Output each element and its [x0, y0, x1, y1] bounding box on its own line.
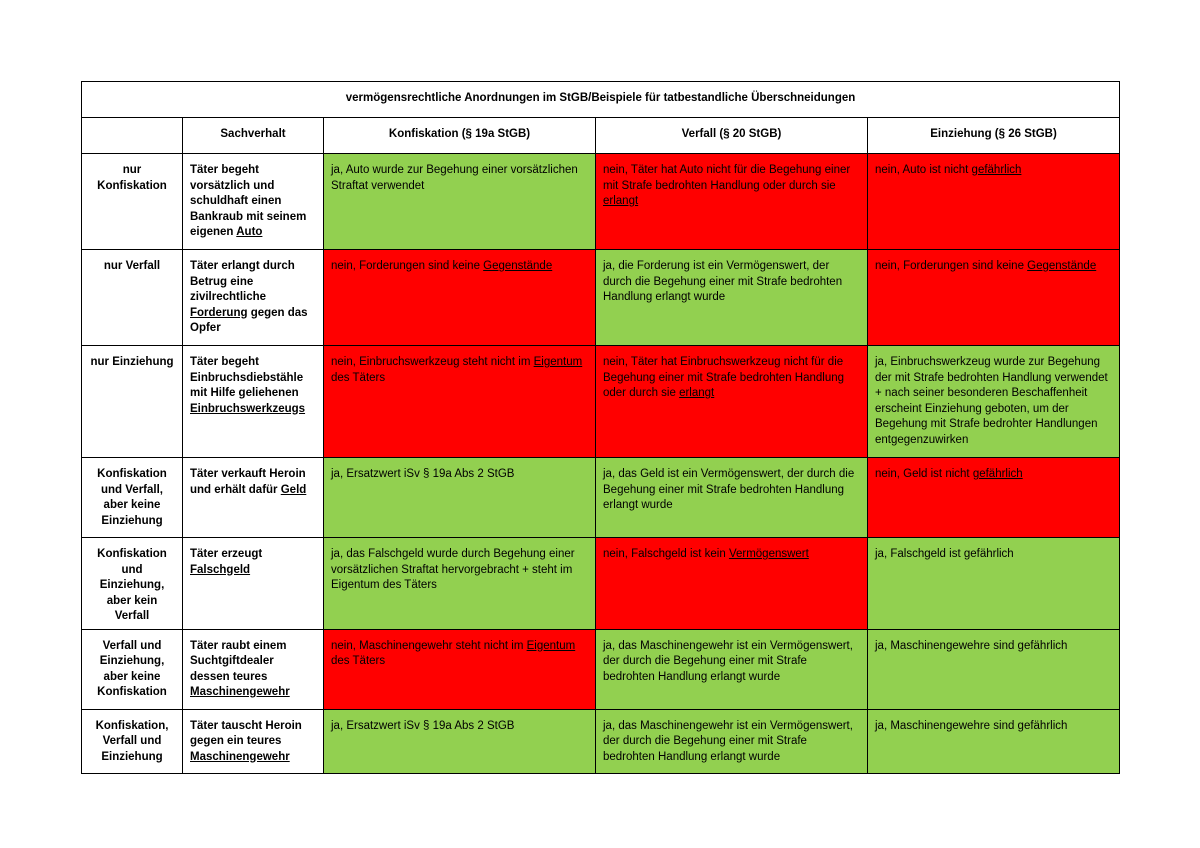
cell-verfall	[596, 250, 868, 346]
cell-text: nein, Maschinengewehr steht nicht im	[331, 639, 527, 652]
cell-text: ja, Auto wurde zur Begehung einer vorsätzlichen Straftat verwendet	[331, 164, 578, 192]
cell-konfiskation	[324, 538, 596, 630]
cell-text: ja, Einbruchswerkzeug wurde zur Begehung der mit Strafe bedrohten Handlung verwendet + nach seiner besonderen Beschaffenheit erscheint Einziehung geboten, um der Begehung mit Strafe bedrohter Handlungen entgegenzuwirken	[875, 356, 1108, 446]
cell-underlined-term: Auto	[236, 226, 263, 238]
cell-konfiskation	[324, 709, 596, 773]
cell-einziehung	[868, 709, 1120, 773]
row-fact	[183, 250, 324, 346]
cell-underlined-term: Eigentum	[526, 639, 576, 652]
cell-text-suffix: gegen das Opfer	[190, 306, 308, 334]
cell-text-suffix: des Täters	[331, 371, 386, 384]
cell-underlined-term: Vermögenswert	[728, 548, 809, 560]
cell-einziehung	[868, 346, 1120, 458]
cell-underlined-term: Gegenstände	[1027, 260, 1097, 272]
cell-text: ja, das Falschgeld wurde durch Begehung einer vorsätzlichen Straftat hervorgebracht + steht im Eigentum des Täters	[331, 548, 575, 591]
cell-text: nein, Einbruchswerkzeug steht nicht im	[331, 356, 534, 368]
cell-text: ja, Falschgeld ist gefährlich	[875, 548, 1014, 560]
cell-text: ja, Ersatzwert iSv § 19a Abs 2 StGB	[331, 468, 515, 480]
row-label: nur Einziehung	[82, 346, 183, 458]
cell-verfall	[596, 346, 868, 458]
cell-verfall	[596, 538, 868, 630]
cell-text: Täter tauscht Heroin gegen ein teures	[190, 719, 302, 747]
cell-underlined-term: Forderung	[190, 306, 248, 319]
row-label: nur Konfiskation	[82, 154, 183, 250]
cell-einziehung	[868, 250, 1120, 346]
cell-underlined-term: Maschinengewehr	[190, 750, 290, 763]
cell-text: ja, die Forderung ist ein Vermögenswert, der durch die Begehung einer mit Strafe bedrohten Handlung erlangt wurde	[603, 260, 843, 303]
cell-text-suffix: des Täters	[331, 655, 386, 667]
cell-text: Täter begeht vorsätzlich und schuldhaft einen Bankraub mit seinem eigenen	[190, 164, 307, 238]
cell-text: ja, das Maschinengewehr ist ein Vermögenswert, der durch die Begehung einer mit Strafe bedrohten Handlung erlangt wurde	[603, 719, 853, 763]
cell-text: ja, das Maschinengewehr ist ein Vermögenswert, der durch die Begehung einer mit Strafe bedrohten Handlung erlangt wurde	[603, 639, 853, 683]
cell-einziehung	[868, 154, 1120, 250]
cell-underlined-term: Einbruchswerkzeugs	[190, 402, 306, 415]
cell-text: Täter verkauft Heroin und erhält dafür	[190, 468, 306, 496]
cell-underlined-term: erlangt	[679, 387, 715, 399]
cell-konfiskation	[324, 458, 596, 538]
cell-text: ja, das Geld ist ein Vermögenswert, der durch die Begehung einer mit Strafe bedrohten Handlung erlangt wurde	[603, 468, 855, 511]
row-fact	[183, 629, 324, 709]
cell-underlined-term: Maschinengewehr	[190, 686, 290, 698]
table-row	[82, 346, 1120, 458]
row-fact	[183, 538, 324, 630]
row-fact	[183, 154, 324, 250]
cell-konfiskation	[324, 250, 596, 346]
cell-text: nein, Täter hat Einbruchswerkzeug nicht für die Begehung einer mit Strafe bedrohten Handlung oder durch sie	[603, 356, 845, 399]
cell-text: ja, Ersatzwert iSv § 19a Abs 2 StGB	[331, 719, 515, 732]
cell-einziehung	[868, 629, 1120, 709]
cell-konfiskation	[324, 346, 596, 458]
table-row	[82, 458, 1120, 538]
cell-text: nein, Falschgeld ist kein	[603, 548, 729, 560]
cell-text: ja, Maschinengewehre sind gefährlich	[875, 719, 1068, 732]
row-label: Verfall und Einziehung, aber keine Konfiskation	[82, 629, 183, 709]
row-fact	[183, 458, 324, 538]
row-fact	[183, 346, 324, 458]
table-title: vermögensrechtliche Anordnungen im StGB/Beispiele für tatbestandliche Überschneidungen	[82, 82, 1120, 118]
overlap-table	[81, 81, 1120, 774]
cell-konfiskation	[324, 629, 596, 709]
cell-einziehung	[868, 538, 1120, 630]
title-row	[82, 82, 1120, 118]
cell-text: ja, Maschinengewehre sind gefährlich	[875, 639, 1068, 652]
cell-verfall	[596, 458, 868, 538]
header-blank	[82, 118, 183, 154]
table-row	[82, 250, 1120, 346]
cell-underlined-term: Gegenstände	[483, 260, 553, 272]
cell-text: nein, Forderungen sind keine	[875, 260, 1028, 272]
table-row	[82, 154, 1120, 250]
cell-underlined-term: gefährlich	[972, 468, 1023, 480]
cell-text: Täter begeht Einbruchsdiebstähle mit Hilfe geliehenen	[190, 356, 304, 399]
table-row	[82, 709, 1120, 773]
table-row	[82, 538, 1120, 630]
cell-text: nein, Täter hat Auto nicht für die Begehung einer mit Strafe bedrohten Handlung oder durch sie	[603, 164, 851, 192]
cell-verfall	[596, 154, 868, 250]
header-verfall: Verfall (§ 20 StGB)	[596, 118, 868, 154]
row-label: Konfiskation und Einziehung, aber kein Verfall	[82, 538, 183, 630]
cell-einziehung	[868, 458, 1120, 538]
cell-konfiskation	[324, 154, 596, 250]
cell-underlined-term: Geld	[280, 483, 307, 496]
cell-underlined-term: Eigentum	[533, 356, 583, 368]
cell-text: Täter erlangt durch Betrug eine zivilrechtliche	[190, 260, 295, 303]
cell-text: Täter raubt einem Suchtgiftdealer dessen teures	[190, 639, 287, 683]
table-row	[82, 629, 1120, 709]
row-fact	[183, 709, 324, 773]
header-sachverhalt: Sachverhalt	[183, 118, 324, 154]
cell-text: Täter erzeugt	[190, 548, 263, 560]
cell-underlined-term: Falschgeld	[190, 563, 251, 576]
cell-underlined-term: erlangt	[603, 195, 639, 207]
row-label: nur Verfall	[82, 250, 183, 346]
header-einziehung: Einziehung (§ 26 StGB)	[868, 118, 1120, 154]
cell-verfall	[596, 629, 868, 709]
header-row	[82, 118, 1120, 154]
cell-text: nein, Auto ist nicht	[875, 164, 972, 176]
table-body	[82, 82, 1120, 774]
row-label: Konfiskation und Verfall, aber keine Einziehung	[82, 458, 183, 538]
header-konfiskation: Konfiskation (§ 19a StGB)	[324, 118, 596, 154]
cell-text: nein, Geld ist nicht	[875, 468, 973, 480]
cell-verfall	[596, 709, 868, 773]
row-label: Konfiskation, Verfall und Einziehung	[82, 709, 183, 773]
cell-text: nein, Forderungen sind keine	[331, 260, 484, 272]
cell-underlined-term: gefährlich	[971, 164, 1022, 176]
